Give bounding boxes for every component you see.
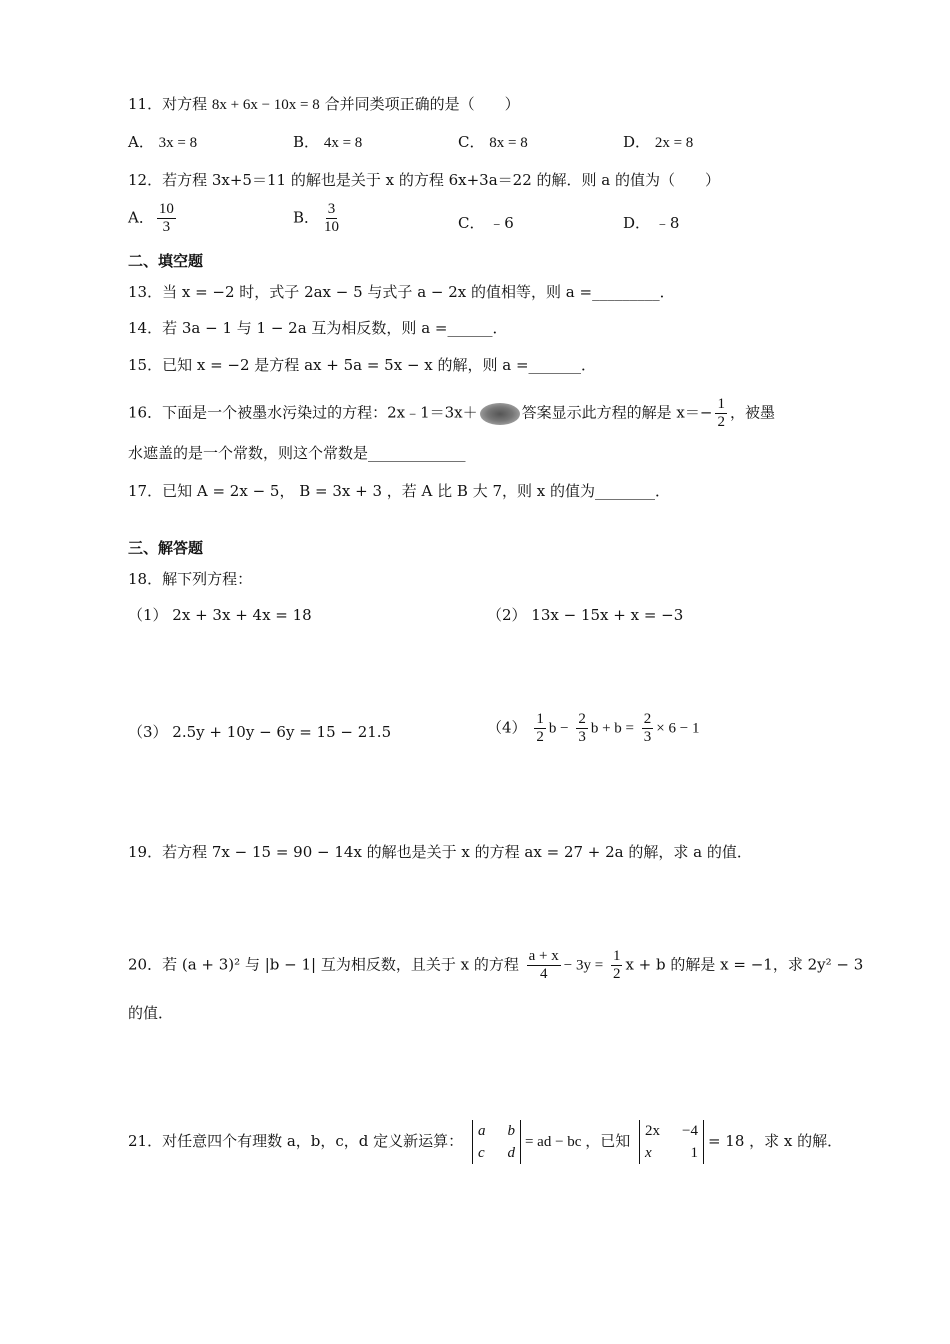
ink-blot (480, 403, 520, 425)
q12-option-b: B． $\frac{3}{10}$ (293, 201, 340, 235)
q12-number: 12． (128, 171, 163, 189)
q11-option-b: B． 4x = 8 (293, 133, 363, 151)
q11-option-a: A． 3x = 8 (128, 133, 198, 151)
section-fill-in-title: 二、填空题 (128, 252, 204, 270)
q11-number: 11． (128, 95, 163, 113)
q12-option-c: C． ﹣6 (458, 214, 514, 232)
q11-equation: 8x + 6x − 10x = 8 (211, 97, 320, 113)
q11-stem-post: 合并同类项正确的是（ ） (324, 95, 520, 113)
q12-option-a: A． $\frac{10}{3}$ (128, 201, 174, 235)
q20-line1: 20．若 (a + 3)² 与 |b − 1| 互为相反数，且关于 x 的方程 $\frac{a + x}{4}$ − 3y = $\frac{1}{2}$ x + b 的解是 x = −1，求 2y² − 3 (128, 948, 864, 982)
q18-part1: （1） 2x + 3x + 4x = 18 (128, 606, 312, 624)
q21: 21．对任意四个有理数 a，b，c，d 定义新运算： a b c d = ad − bc ，已知 2x −4 x 1 = 18 ，求 x 的解． (128, 1120, 842, 1164)
q14: 14．若 3a − 1 与 1 − 2a 互为相反数，则 a =______． (128, 319, 508, 337)
q18-part2: （2） 13x − 15x + x = −3 (487, 606, 684, 624)
q12-stem (128, 170, 720, 190)
determinant-definition: a b c d (472, 1120, 521, 1164)
q18-part4: （4） $\frac{1}{2}$ b − $\frac{2}{3}$ b + b = $\frac{2}{3}$ × 6 − 1 (487, 711, 700, 745)
q20-line2: 的值． (128, 1004, 174, 1022)
q11-option-d: D． 2x = 8 (623, 133, 694, 151)
q19: 19．若方程 7x − 15 = 90 − 14x 的解也是关于 x 的方程 ax = 27 + 2a 的解，求 a 的值． (128, 843, 752, 861)
q16-line1: 16．下面是一个被墨水污染过的方程：2x﹣1＝3x＋ 答案显示此方程的解是 x＝− $\frac{1}{2}$ ，被墨 (128, 396, 775, 430)
q17: 17．已知 A = 2x − 5， B = 3x + 3 ，若 A 比 B 大 7，则 x 的值为________． (128, 482, 671, 500)
q13: 13．当 x = −2 时，式子 2ax − 5 与式子 a − 2x 的值相等，则 a =_________． (128, 283, 675, 301)
section-solve-title: 三、解答题 (128, 539, 204, 557)
q11-stem-pre: 对方程 (162, 95, 208, 113)
q11-option-c: C． 8x = 8 (458, 133, 528, 151)
q18-stem: 18．解下列方程： (128, 570, 253, 588)
q12-option-d: D． ﹣8 (623, 214, 680, 232)
q16-line2: 水遮盖的是一个常数，则这个常数是_____________ (128, 444, 466, 462)
q15: 15．已知 x = −2 是方程 ax + 5a = 5x − x 的解，则 a =_______． (128, 356, 597, 374)
determinant-given: 2x −4 x 1 (639, 1120, 704, 1164)
q11-stem (128, 94, 520, 115)
q18-part3: （3） 2.5y + 10y − 6y = 15 − 21.5 (128, 723, 392, 741)
q12-text: 若方程 3x+5＝11 的解也是关于 x 的方程 6x+3a＝22 的解．则 a 的值为（ ） (162, 171, 720, 189)
